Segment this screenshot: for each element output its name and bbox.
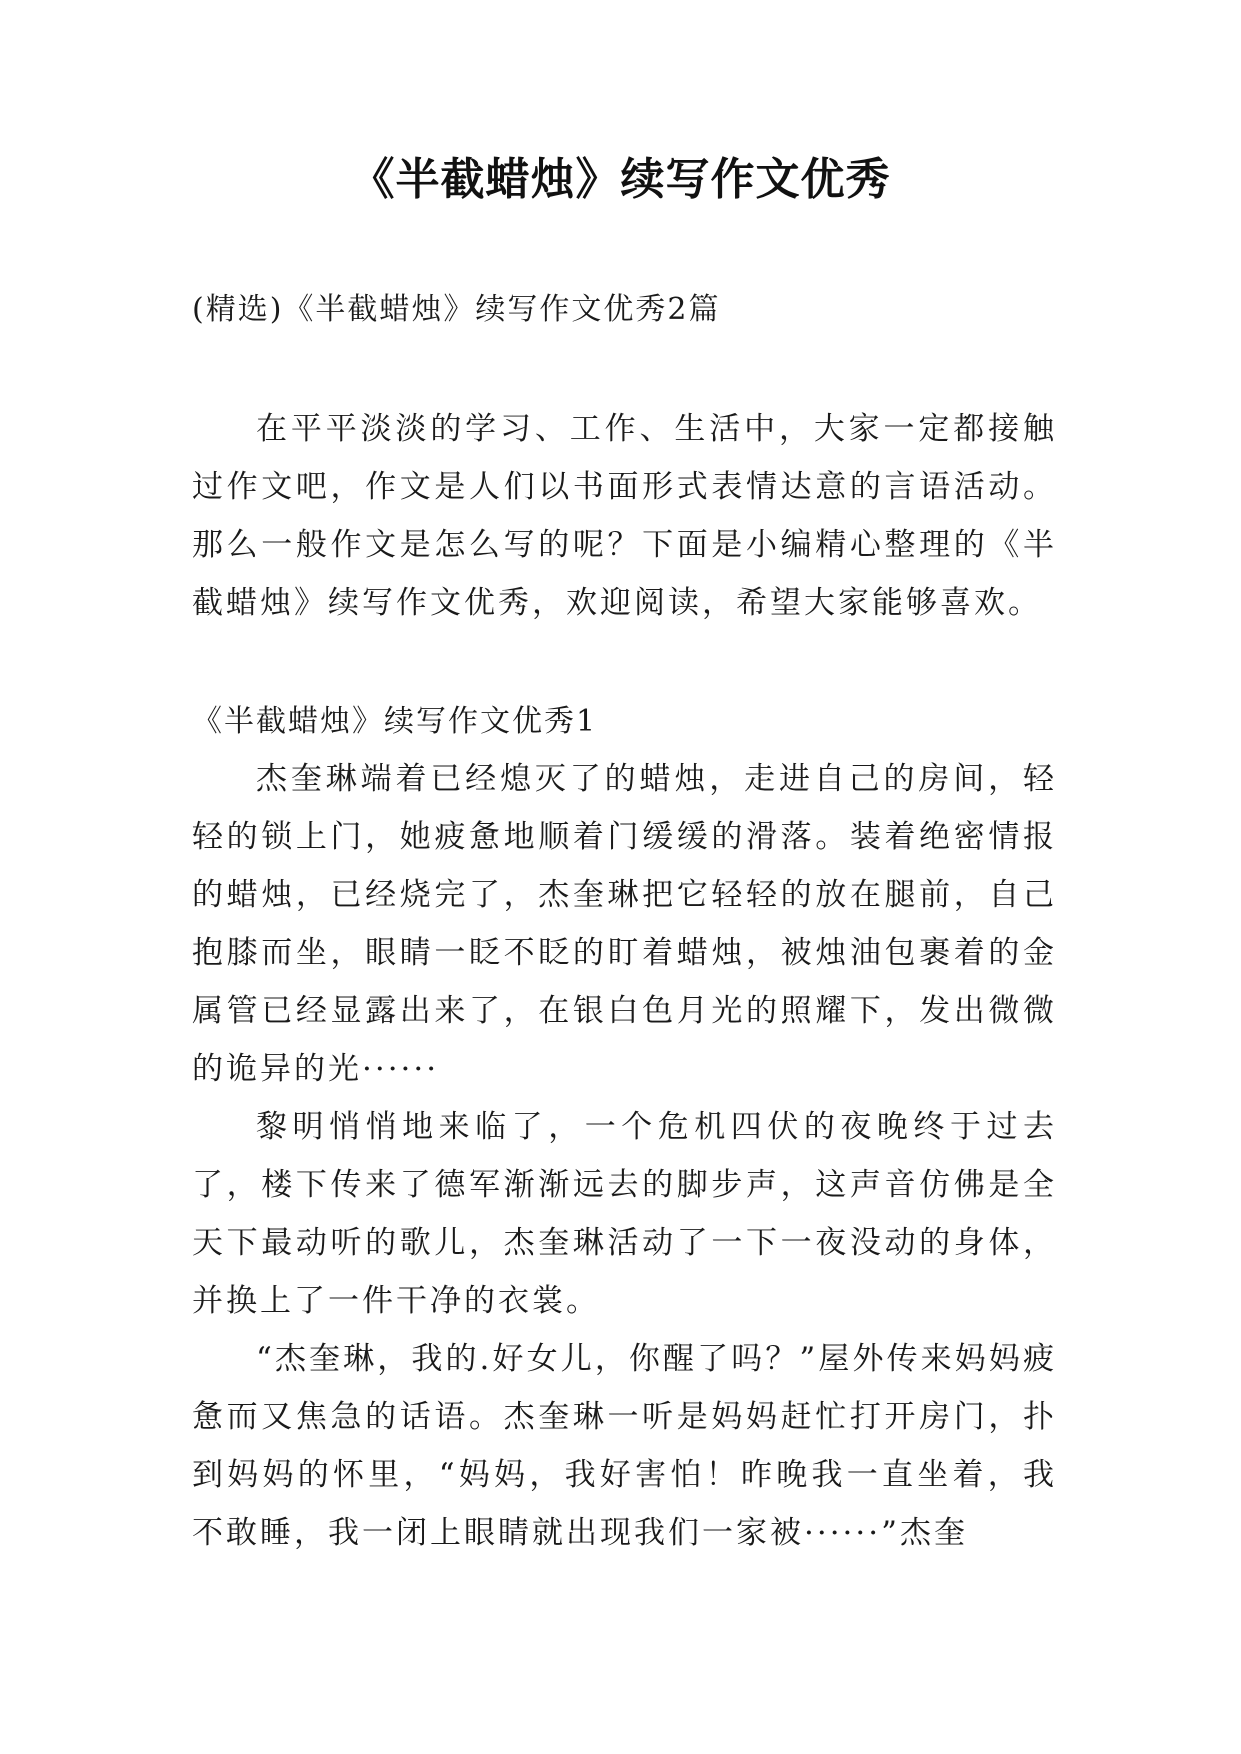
body-paragraph: 杰奎琳端着已经熄灭了的蜡烛，走进自己的房间，轻轻的锁上门，她疲惫地顺着门缓缓的滑落。装着绝密情报的蜡烛，已经烧完了，杰奎琳把它轻轻的放在腿前，自己抱膝而坐，眼睛一眨不眨的盯着蜡烛，被烛油包裹着的金属管已经显露出来了，在银白色月光的照耀下，发出微微的诡异的光······ <box>192 761 1057 1087</box>
intro-block <box>192 400 1057 632</box>
body-paragraph: “杰奎琳，我的.好女儿，你醒了吗？”屋外传来妈妈疲惫而又焦急的话语。杰奎琳一听是妈妈赶忙打开房门，扑到妈妈的怀里，“妈妈，我好害怕！昨晚我一直坐着，我不敢睡，我一闭上眼睛就出现我们一家被······”杰奎 <box>192 1341 1057 1551</box>
intro-paragraph: 在平平淡淡的学习、工作、生活中，大家一定都接触过作文吧，作文是人们以书面形式表情达意的言语活动。那么一般作文是怎么写的呢？下面是小编精心整理的《半截蜡烛》续写作文优秀，欢迎阅读，希望大家能够喜欢。 <box>192 411 1057 621</box>
document-subtitle: (精选)《半截蜡烛》续写作文优秀2篇 <box>192 292 721 327</box>
body-paragraph: 黎明悄悄地来临了，一个危机四伏的夜晚终于过去了，楼下传来了德军渐渐远去的脚步声，这声音仿佛是全天下最动听的歌儿，杰奎琳活动了一下一夜没动的身体，并换上了一件干净的衣裳。 <box>192 1109 1057 1319</box>
body-block <box>192 750 1057 1562</box>
section-heading: 《半截蜡烛》续写作文优秀1 <box>192 704 598 739</box>
document-title: 《半截蜡烛》续写作文优秀 <box>350 154 891 205</box>
